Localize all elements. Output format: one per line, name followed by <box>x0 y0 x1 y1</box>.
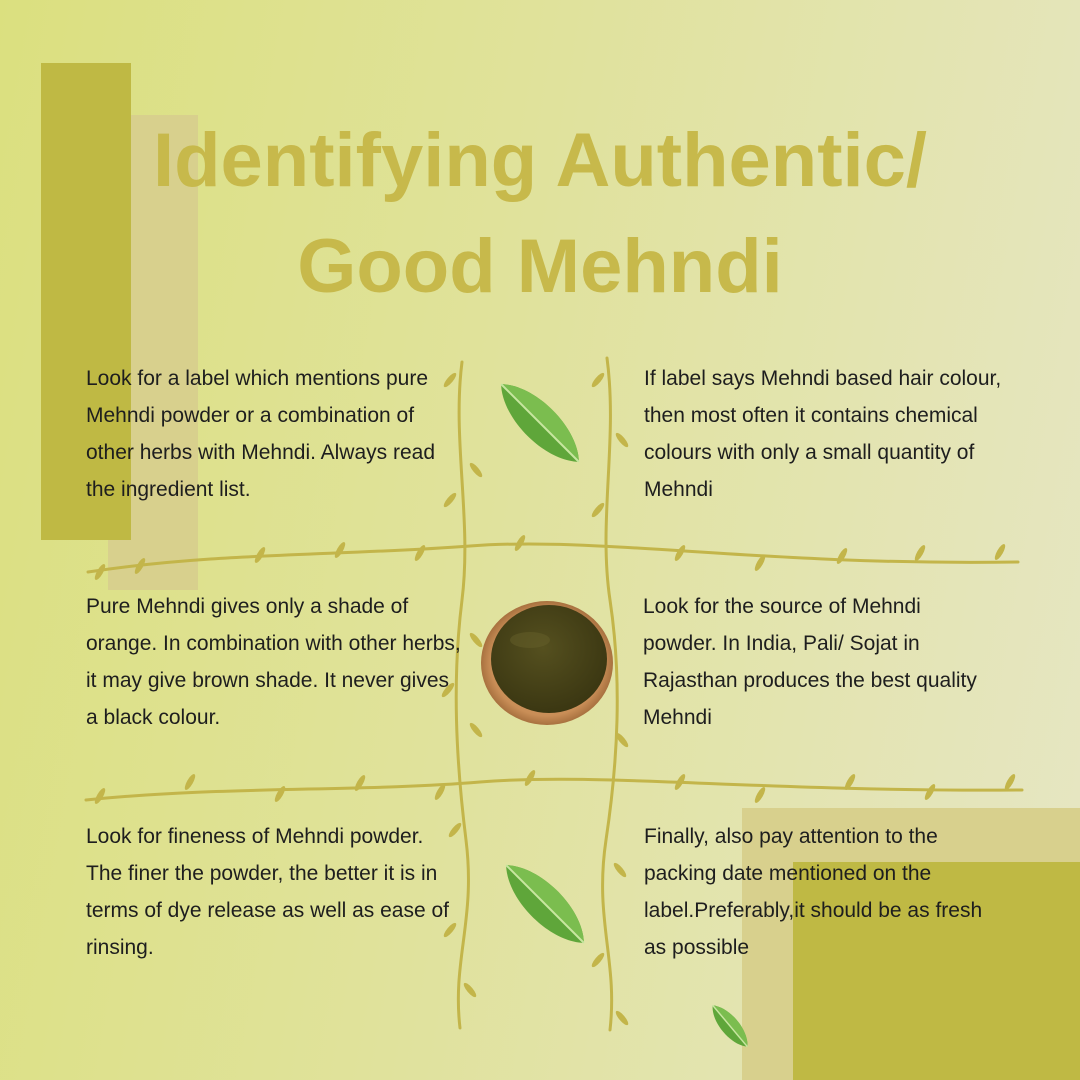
vine-leaf <box>93 787 107 806</box>
vine-leaf <box>590 951 606 969</box>
vine-leaf <box>468 721 484 739</box>
vine-leaf <box>590 371 606 389</box>
tip-1: Look for a label which mentions pure Mehndi powder or a combination of other herbs with Mehndi. Always read the ingredient list. <box>86 367 436 501</box>
vine-leaf <box>614 1009 630 1027</box>
vine-leaf <box>333 541 347 560</box>
vine-leaf <box>468 461 484 479</box>
vine-leaf <box>468 631 484 649</box>
vine-vertical-right <box>603 358 618 1030</box>
vine-leaf <box>753 786 767 805</box>
tip-5: Look for fineness of Mehndi powder. The finer the powder, the better it is in terms of dye release as well as ease of rinsing. <box>86 825 450 959</box>
tip-4: Look for the source of Mehndi powder. In India, Pali/ Sojat in Rajasthan produces the best quality Mehndi <box>643 595 977 729</box>
vine-leaf <box>923 783 937 802</box>
leaf-icon <box>493 852 596 955</box>
tip-2: If label says Mehndi based hair colour, then most often it contains chemical colours with only a small quantity of Mehndi <box>644 367 1002 501</box>
tip-3: Pure Mehndi gives only a shade of orange. In combination with other herbs, it may give brown shade. It never gives a black colour. <box>86 595 461 729</box>
vine-leaf <box>1003 773 1017 792</box>
vine-leaf <box>993 543 1007 562</box>
title-line-2: Good Mehndi <box>297 224 783 309</box>
vine-horizontal-top <box>88 544 1018 572</box>
vine-horizontal-bottom <box>86 779 1022 800</box>
vine-leaf <box>614 431 630 449</box>
vine-leaf <box>835 547 849 566</box>
mehndi-bowl-icon <box>481 601 613 725</box>
vine-leaf <box>673 544 687 563</box>
leaf-icon <box>488 371 591 474</box>
vine-leaf <box>273 785 287 804</box>
vine-leaf <box>413 544 427 563</box>
vine-leaf <box>612 861 628 879</box>
vine-leaf <box>183 773 197 792</box>
vine-leaf <box>913 544 927 563</box>
vine-leaf <box>462 981 478 999</box>
vine-leaf <box>353 774 367 793</box>
title-line-1: Identifying Authentic/ <box>152 118 928 203</box>
tip-6: Finally, also pay attention to the packing date mentioned on the label.Preferably,it should be as fresh as possible <box>644 825 983 959</box>
leaf-icon <box>706 1000 754 1053</box>
vine-leaf <box>590 501 606 519</box>
